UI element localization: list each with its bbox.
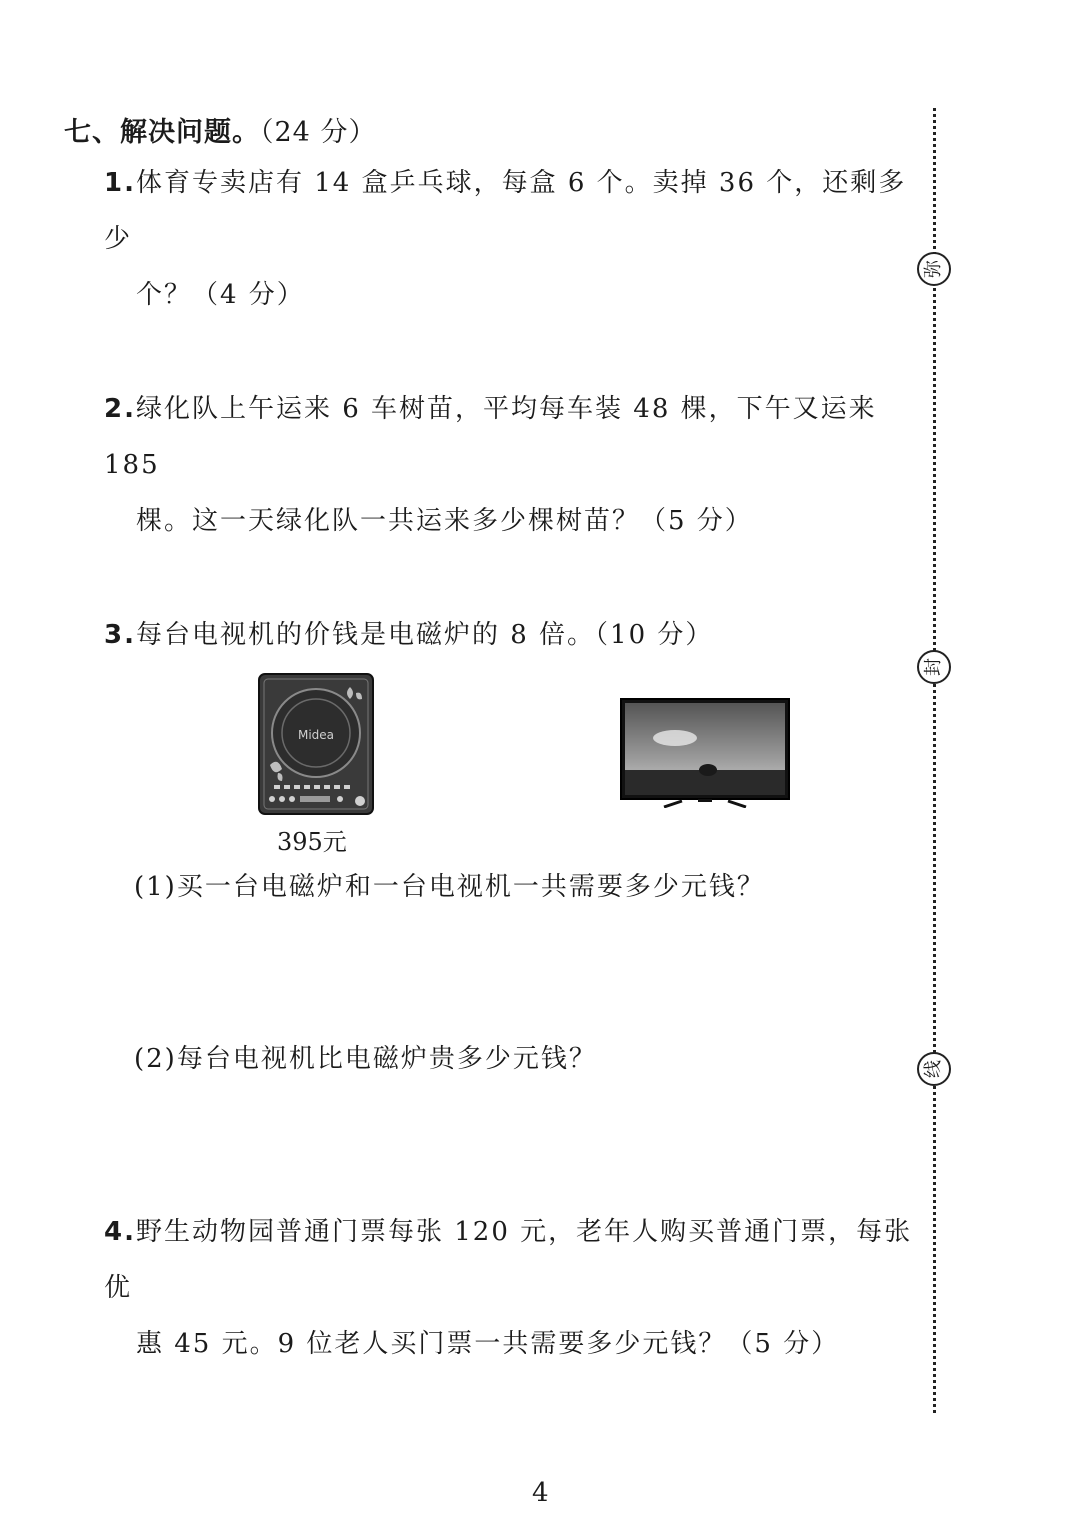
question-1-line-2: 个？（4 分） — [136, 280, 305, 310]
question-2 — [104, 381, 919, 549]
question-text: 每台电视机的价钱是电磁炉的 8 倍。（10 分） — [135, 620, 714, 650]
binding-mark-xian: 线 — [917, 1052, 951, 1086]
question-4-line-2: 惠 45 元。9 位老人买门票一共需要多少元钱？（5 分） — [136, 1329, 840, 1359]
page-number: 4 — [532, 1478, 549, 1508]
cooktop-price: 395元 — [277, 828, 347, 856]
question-1 — [104, 155, 919, 323]
cooktop-logo: Midea — [297, 728, 335, 742]
section-title — [64, 110, 376, 149]
question-3 — [104, 607, 919, 663]
question-text: 绿化队上午运来 6 车树苗，平均每车装 48 棵，下午又运来 185 — [104, 394, 877, 480]
question-3-subquestion-1: (1)买一台电磁炉和一台电视机一共需要多少元钱？ — [134, 872, 765, 902]
question-2-line-1 — [104, 381, 919, 493]
question-number: 1. — [104, 168, 136, 198]
question-2-line-2: 棵。这一天绿化队一共运来多少棵树苗？（5 分） — [136, 506, 753, 536]
question-number: 4. — [104, 1217, 136, 1247]
question-number: 3. — [104, 620, 136, 650]
question-3-subquestion-2: (2)每台电视机比电磁炉贵多少元钱？ — [134, 1044, 597, 1074]
binding-mark-feng: 封 — [917, 650, 951, 684]
binding-mark-mi: 弥 — [917, 252, 951, 286]
binding-dotted-line — [933, 108, 936, 1413]
question-4 — [104, 1204, 919, 1372]
question-3-line-1 — [104, 607, 919, 663]
television-image — [620, 698, 790, 808]
induction-cooker-image — [258, 673, 374, 815]
question-text: 体育专卖店有 14 盒乒乓球，每盒 6 个。卖掉 36 个，还剩多少 — [104, 168, 907, 254]
question-4-line-1 — [104, 1204, 919, 1316]
question-number: 2. — [104, 394, 136, 424]
question-1-line-1 — [104, 155, 919, 267]
section-heading: 七、解决问题。 — [64, 117, 260, 148]
section-points: （24 分） — [260, 117, 377, 148]
question-text: 野生动物园普通门票每张 120 元，老年人购买普通门票，每张优 — [104, 1217, 913, 1303]
